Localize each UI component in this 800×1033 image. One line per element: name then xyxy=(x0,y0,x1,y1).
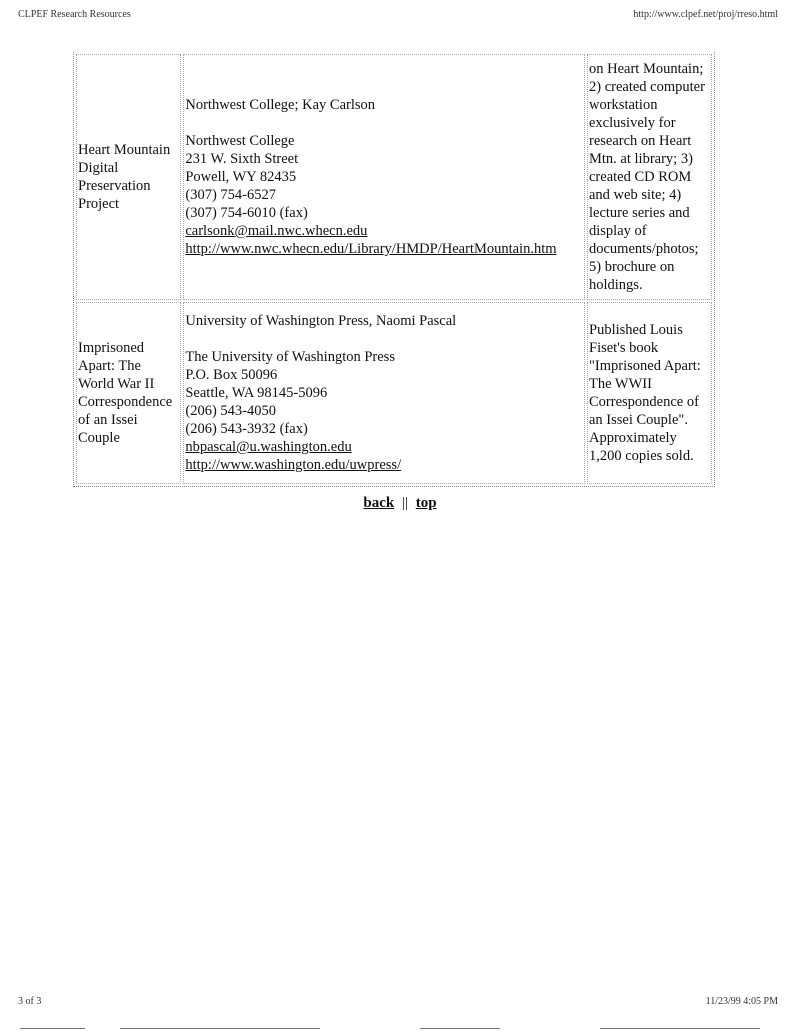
contact-fax: (206) 543-3932 (fax) xyxy=(185,421,308,437)
description-cell: Published Louis Fiset's book "Imprisoned Apart: The WWII Correspondence of an Issei Couple". Approximately 1,200 copies sold. xyxy=(587,302,712,484)
contact-address-2: Powell, WY 82435 xyxy=(185,169,297,185)
contact-website-link[interactable]: http://www.nwc.whecn.edu/Library/HMDP/HeartMountain.htm xyxy=(185,241,557,257)
contact-cell xyxy=(183,54,585,300)
resources-table xyxy=(73,52,715,487)
contact-address-2: Seattle, WA 98145-5096 xyxy=(185,385,328,401)
print-footer-timestamp: 11/23/99 4:05 PM xyxy=(705,996,778,1007)
nav-separator: || xyxy=(401,495,408,511)
contact-phone: (206) 543-4050 xyxy=(185,403,276,419)
contact-gap xyxy=(185,114,583,132)
top-link[interactable]: top xyxy=(415,495,437,511)
scan-divider xyxy=(420,1028,500,1029)
contact-fax: (307) 754-6010 (fax) xyxy=(185,205,308,221)
contact-address-1: 231 W. Sixth Street xyxy=(185,151,299,167)
scan-divider xyxy=(120,1028,320,1029)
table-row xyxy=(76,302,712,484)
print-header-url: http://www.clpef.net/proj/rreso.html xyxy=(633,9,778,20)
print-header-title: CLPEF Research Resources xyxy=(18,9,131,20)
contact-gap xyxy=(185,330,583,348)
contact-name: Northwest College; Kay Carlson xyxy=(185,97,376,113)
contact-org: The University of Washington Press xyxy=(185,349,395,365)
back-link[interactable]: back xyxy=(363,495,395,511)
print-footer-page: 3 of 3 xyxy=(18,996,42,1007)
contact-org: Northwest College xyxy=(185,133,295,149)
contact-email-link[interactable]: carlsonk@mail.nwc.whecn.edu xyxy=(185,223,368,239)
contact-cell xyxy=(183,302,585,484)
contact-email-link[interactable]: nbpascal@u.washington.edu xyxy=(185,439,352,455)
scan-divider xyxy=(20,1028,85,1029)
scan-divider xyxy=(600,1028,760,1029)
contact-name: University of Washington Press, Naomi Pascal xyxy=(185,313,457,329)
description-cell: on Heart Mountain; 2) created computer workstation exclusively for research on Heart Mtn. at library; 3) created CD ROM and web site; 4) lecture series and display of documents/photos; 5) brochure on holdings. xyxy=(587,54,712,300)
project-cell: Imprisoned Apart: The World War II Correspondence of an Issei Couple xyxy=(76,302,181,484)
contact-address-1: P.O. Box 50096 xyxy=(185,367,278,383)
contact-website-link[interactable]: http://www.washington.edu/uwpress/ xyxy=(185,457,402,473)
page-navigation xyxy=(0,495,800,512)
project-cell: Heart Mountain Digital Preservation Project xyxy=(76,54,181,300)
contact-phone: (307) 754-6527 xyxy=(185,187,276,203)
table-row xyxy=(76,54,712,300)
